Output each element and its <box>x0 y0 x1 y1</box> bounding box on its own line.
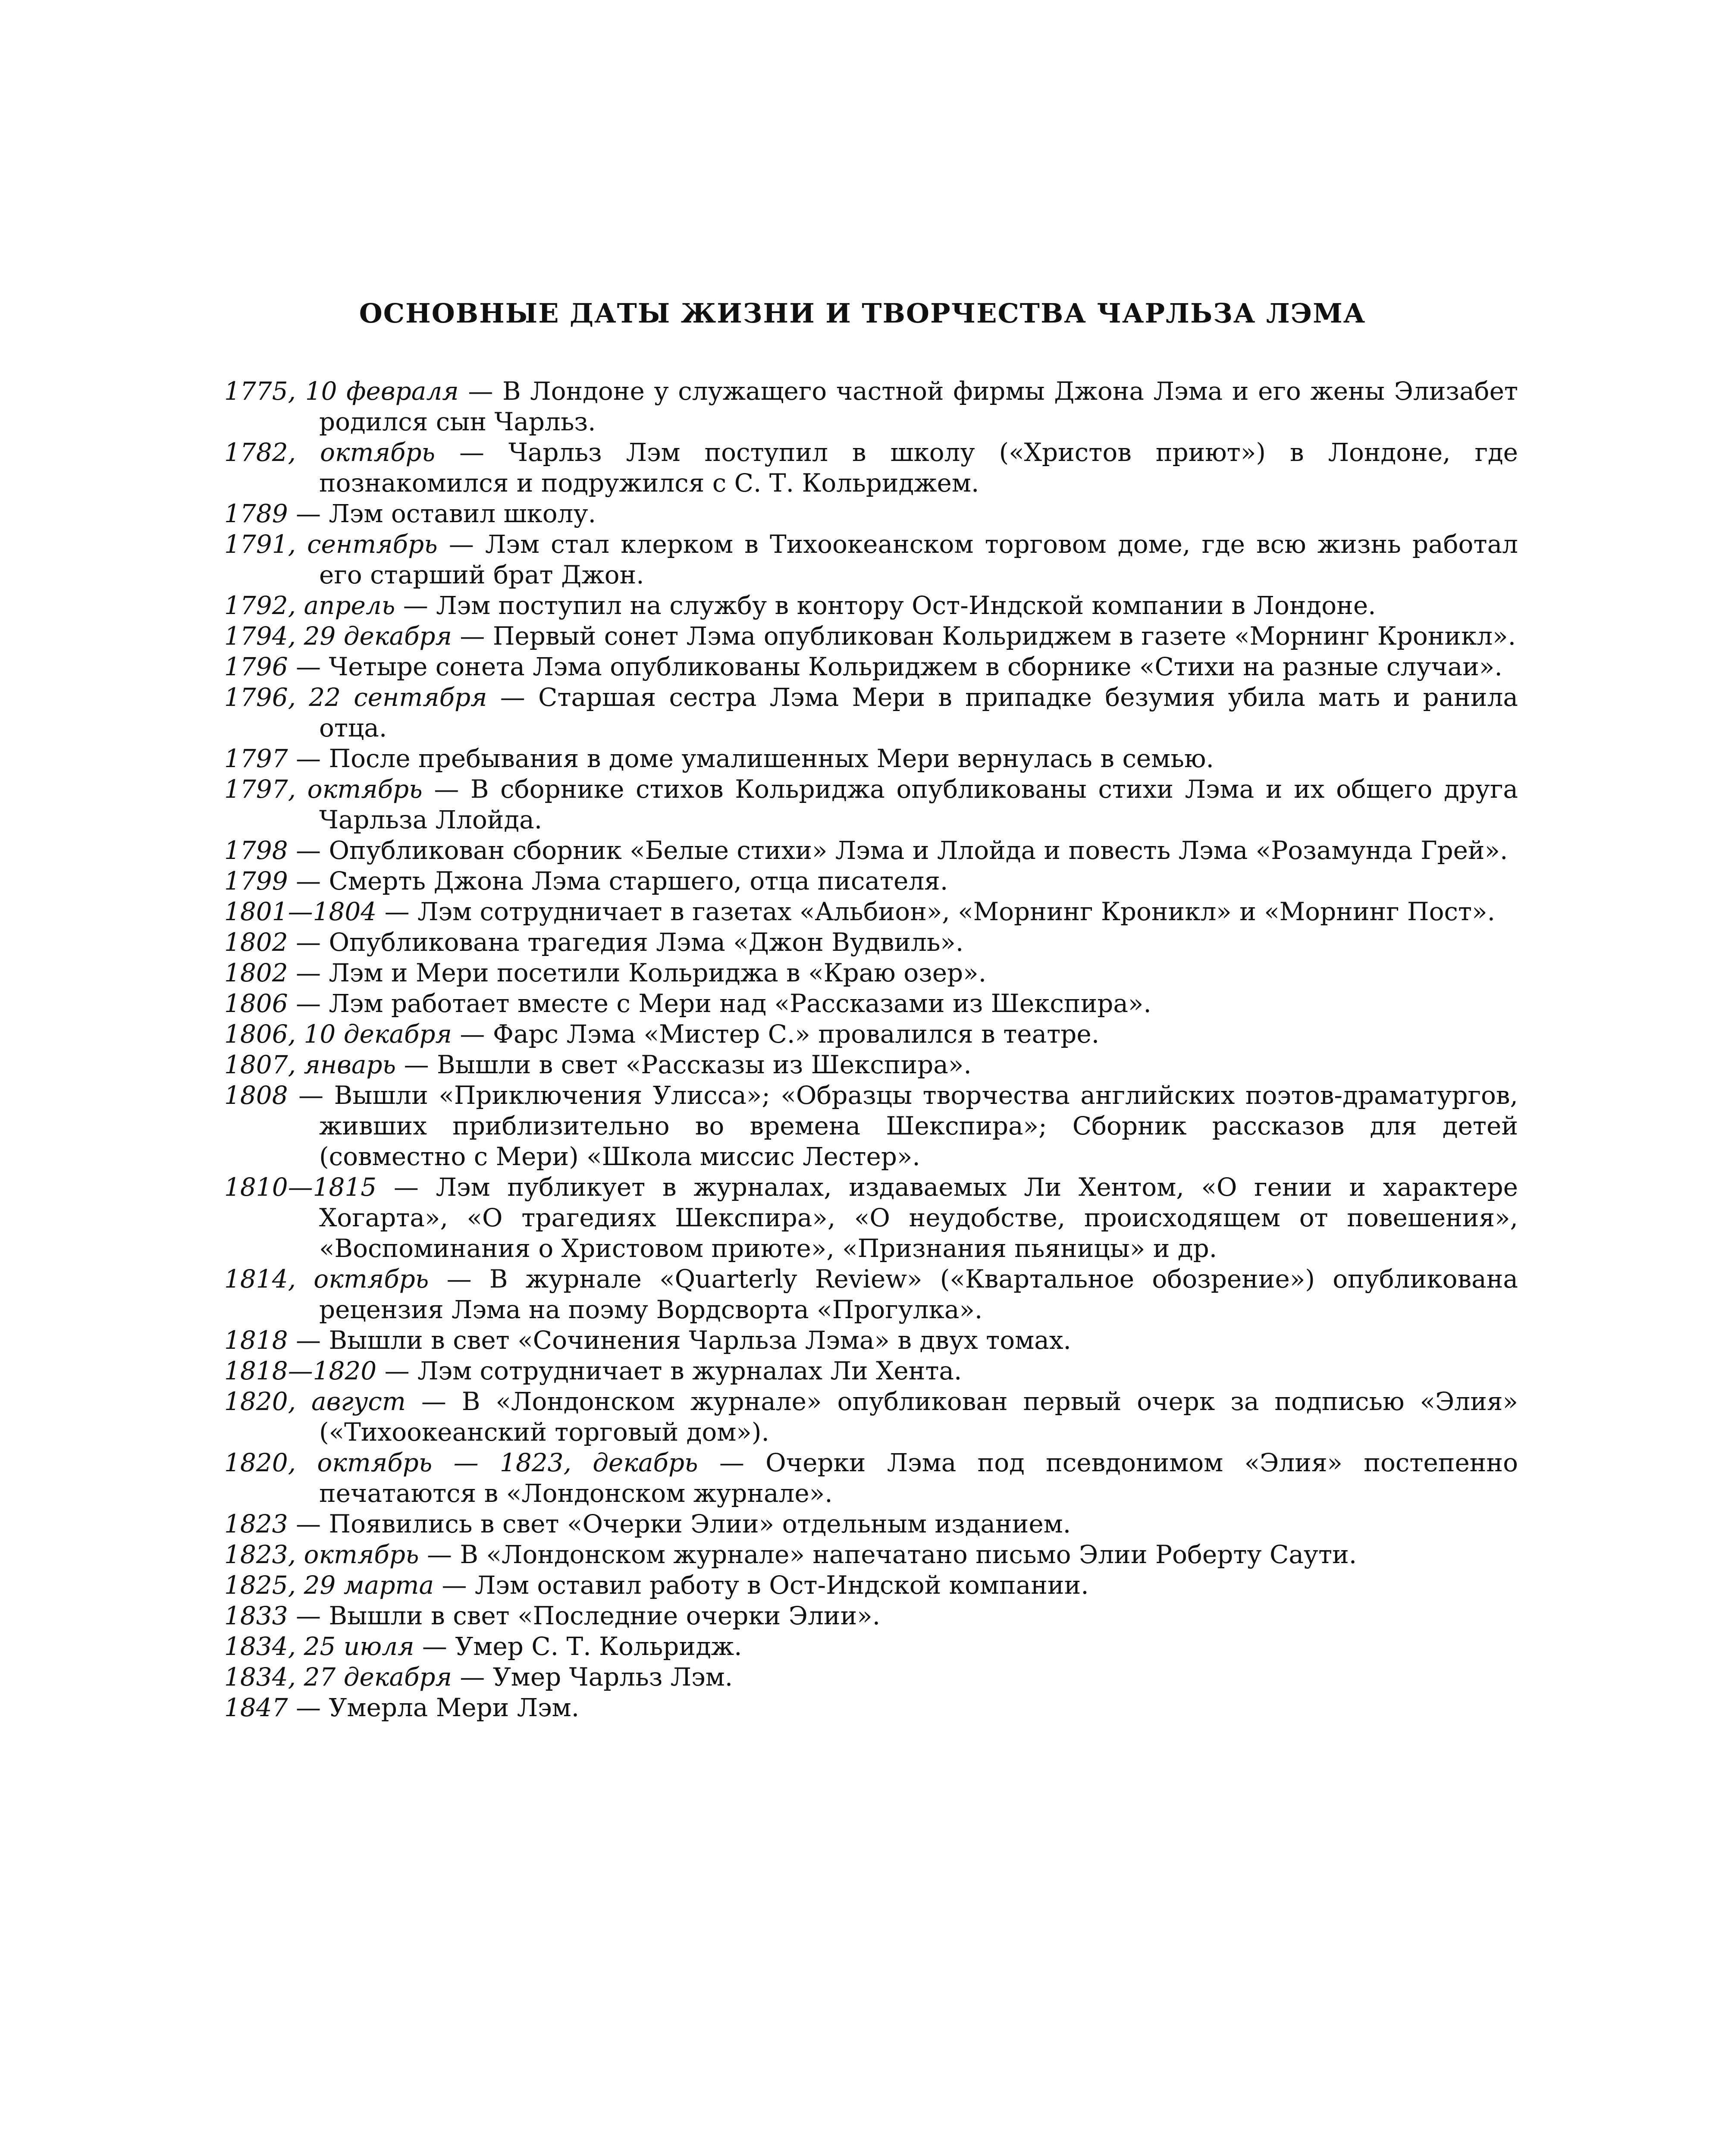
entry-text: — Лэм оставил работу в Ост-Индской компании. <box>434 1570 1089 1600</box>
chronology-entry <box>224 682 1518 743</box>
entry-text: — Лэм публикует в журналах, издаваемых Ли Хентом, «О гении и характере Хогарта», «О трагедиях Шекспира», «О неудобстве, происходящем от повешения», «Воспоминания о Христовом приюте», «Признания пьяницы» и др. <box>319 1172 1518 1263</box>
entry-date: 1796, 22 сентября <box>224 683 487 712</box>
entry-text: — Лэм сотрудничает в журналах Ли Хента. <box>376 1356 962 1385</box>
chronology-entry <box>224 1325 1518 1356</box>
page-title: ОСНОВНЫЕ ДАТЫ ЖИЗНИ И ТВОРЧЕСТВА ЧАРЛЬЗА ЛЭМА <box>359 298 1366 329</box>
entry-date: 1834, 25 июля <box>224 1632 414 1661</box>
chronology-entry <box>224 590 1518 621</box>
entry-text: — После пребывания в доме умалишенных Мери вернулась в семью. <box>288 744 1214 773</box>
entry-text: — Лэм сотрудничает в газетах «Альбион», «Морнинг Кроникл» и «Морнинг Пост». <box>376 897 1496 926</box>
entry-text: — Лэм поступил на службу в контору Ост-Индской компании в Лондоне. <box>395 591 1376 620</box>
entry-text: — Появились в свет «Очерки Элии» отдельным изданием. <box>288 1509 1071 1539</box>
entry-text: — Опубликована трагедия Лэма «Джон Вудвиль». <box>288 928 964 957</box>
entry-date: 1802 <box>224 958 288 987</box>
chronology-entry <box>224 621 1518 652</box>
entry-text: — Первый сонет Лэма опубликован Кольриджем в газете «Морнинг Кроникл». <box>452 621 1516 651</box>
entry-text: — Умер Чарльз Лэм. <box>452 1662 733 1692</box>
entry-text: — В сборнике стихов Кольриджа опубликованы стихи Лэма и их общего друга Чарльза Ллойда. <box>319 774 1518 834</box>
entry-text: — Смерть Джона Лэма старшего, отца писателя. <box>288 866 948 896</box>
entry-text: — Четыре сонета Лэма опубликованы Кольриджем в сборнике «Стихи на разные случаи». <box>288 652 1502 681</box>
entry-date: 1833 <box>224 1601 288 1630</box>
chronology-entry <box>224 1509 1518 1539</box>
entry-text: — Лэм оставил школу. <box>288 499 596 528</box>
chronology-entry <box>224 376 1518 437</box>
entry-text: — Лэм и Мери посетили Кольриджа в «Краю озер». <box>288 958 987 987</box>
chronology-entry <box>224 437 1518 498</box>
chronology-list <box>224 376 1518 1723</box>
entry-date: 1818—1820 <box>224 1356 377 1385</box>
entry-date: 1834, 27 декабря <box>224 1662 452 1692</box>
entry-text: — Лэм работает вместе с Мери над «Рассказами из Шекспира». <box>288 989 1151 1018</box>
chronology-entry <box>224 1264 1518 1325</box>
chronology-entry <box>224 1172 1518 1264</box>
entry-date: 1847 <box>224 1693 288 1722</box>
chronology-entry <box>224 652 1518 682</box>
entry-text: — Лэм стал клерком в Тихоокеанском торговом доме, где всю жизнь работал его старший брат Джон. <box>319 530 1518 589</box>
entry-text: — В Лондоне у служащего частной фирмы Джона Лэма и его жены Элизабет родился сын Чарльз. <box>319 376 1518 436</box>
entry-text: — Вышли в свет «Рассказы из Шекспира». <box>396 1050 972 1079</box>
chronology-entry <box>224 958 1518 988</box>
chronology-entry <box>224 927 1518 958</box>
entry-date: 1807, январь <box>224 1050 396 1079</box>
chronology-entry <box>224 529 1518 590</box>
entry-date: 1810—1815 <box>224 1172 377 1202</box>
chronology-entry <box>224 743 1518 774</box>
entry-text: — Фарс Лэма «Мистер С.» провалился в театре. <box>452 1019 1100 1049</box>
entry-date: 1794, 29 декабря <box>224 621 452 651</box>
entry-date: 1802 <box>224 928 288 957</box>
chronology-entry <box>224 988 1518 1019</box>
entry-date: 1799 <box>224 866 288 896</box>
entry-text: — Чарльз Лэм поступил в школу («Христов приют») в Лондоне, где познакомился и подружился с С. Т. Кольриджем. <box>319 438 1518 498</box>
chronology-entry <box>224 1080 1518 1172</box>
entry-text: — Вышли в свет «Последние очерки Элии». <box>288 1601 881 1630</box>
entry-text: — Старшая сестра Лэма Мери в припадке безумия убила мать и ранила отца. <box>319 683 1518 743</box>
entry-date: 1825, 29 марта <box>224 1570 434 1600</box>
chronology-entry <box>224 1448 1518 1509</box>
entry-text: — Опубликован сборник «Белые стихи» Лэма и Ллойда и повесть Лэма «Розамунда Грей». <box>288 836 1508 865</box>
entry-date: 1797 <box>224 744 288 773</box>
entry-text: — Вышли в свет «Сочинения Чарльза Лэма» в двух томах. <box>288 1326 1071 1355</box>
chronology-entry <box>224 1539 1518 1570</box>
chronology-entry <box>224 1601 1518 1631</box>
chronology-entry <box>224 835 1518 866</box>
entry-date: 1798 <box>224 836 288 865</box>
chronology-entry <box>224 1570 1518 1601</box>
chronology-entry <box>224 498 1518 529</box>
entry-text: — В «Лондонском журнале» опубликован первый очерк за подписью «Элия» («Тихоокеанский торговый дом»). <box>319 1387 1518 1447</box>
entry-date: 1797, октябрь <box>224 774 423 804</box>
entry-date: 1791, сентябрь <box>224 530 438 559</box>
chronology-entry <box>224 1631 1518 1662</box>
chronology-entry <box>224 866 1518 896</box>
entry-date: 1806 <box>224 989 288 1018</box>
entry-date: 1818 <box>224 1326 288 1355</box>
entry-date: 1792, апрель <box>224 591 395 620</box>
chronology-entry <box>224 1662 1518 1692</box>
entry-date: 1796 <box>224 652 288 681</box>
entry-date: 1823 <box>224 1509 288 1539</box>
entry-date: 1801—1804 <box>224 897 377 926</box>
entry-text: — Вышли «Приключения Улисса»; «Образцы творчества английских поэтов-драматургов, живших приблизительно во времена Шекспира»; Сборник рассказов для детей (совместно с Мери) «Школа миссис Лестер». <box>288 1081 1518 1171</box>
entry-date: 1820, август <box>224 1387 406 1416</box>
chronology-entry <box>224 1356 1518 1386</box>
chronology-entry <box>224 1692 1518 1723</box>
entry-date: 1820, октябрь — 1823, декабрь <box>224 1448 698 1477</box>
chronology-entry <box>224 1019 1518 1050</box>
chronology-entry <box>224 1386 1518 1448</box>
entry-date: 1823, октябрь <box>224 1540 419 1569</box>
entry-text: — Очерки Лэма под псевдонимом «Элия» постепенно печатаются в «Лондонском журнале». <box>319 1448 1518 1508</box>
entry-text: — Умер С. Т. Кольридж. <box>414 1632 742 1661</box>
entry-date: 1775, 10 февраля <box>224 376 459 406</box>
chronology-entry <box>224 896 1518 927</box>
entry-text: — Умерла Мери Лэм. <box>288 1693 580 1722</box>
entry-date: 1814, октябрь <box>224 1264 429 1294</box>
entry-date: 1789 <box>224 499 288 528</box>
chronology-entry <box>224 1050 1518 1080</box>
entry-text: — В журнале «Quarterly Review» («Квартальное обозрение») опубликована рецензия Лэма на поэму Вордсворта «Прогулка». <box>319 1264 1518 1324</box>
chronology-entry <box>224 774 1518 835</box>
entry-date: 1782, октябрь <box>224 438 436 467</box>
entry-date: 1808 <box>224 1081 288 1110</box>
entry-date: 1806, 10 декабря <box>224 1019 452 1049</box>
entry-text: — В «Лондонском журнале» напечатано письмо Элии Роберту Саути. <box>419 1540 1357 1569</box>
